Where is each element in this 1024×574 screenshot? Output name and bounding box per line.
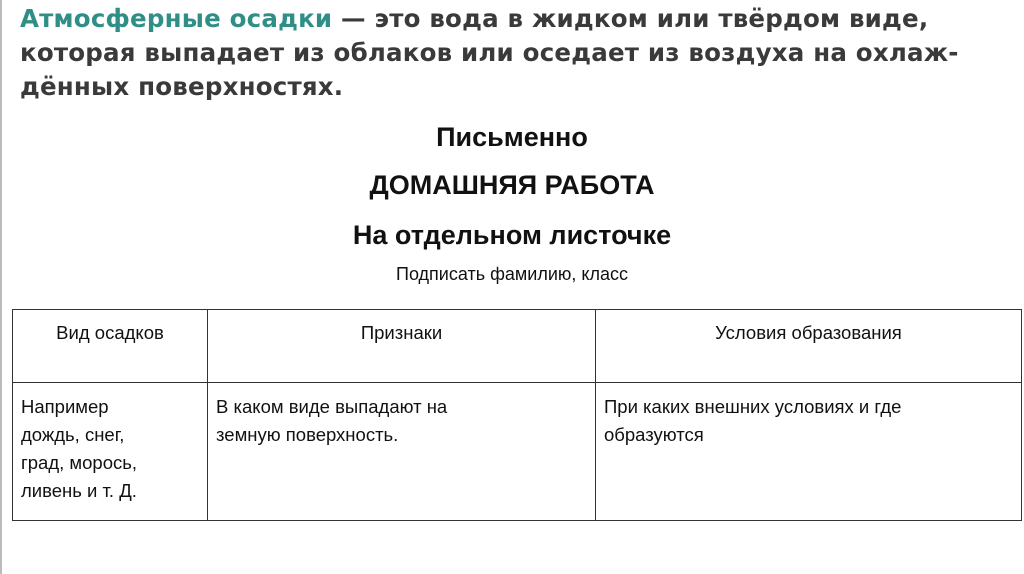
heading-written: Письменно: [436, 122, 588, 152]
definition-line-1: [20, 2, 1010, 36]
cell-line: дождь, снег,: [21, 424, 125, 445]
definition-term: Атмосферные осадки: [20, 4, 333, 33]
definition-paragraph: [20, 2, 1010, 104]
cell-line: ливень и т. Д.: [21, 480, 137, 501]
heading-sign-name: Подписать фамилию, класс: [396, 264, 628, 284]
table-row: [13, 383, 1022, 521]
cell-features-hint: [208, 383, 596, 521]
cell-line: образуются: [604, 424, 704, 445]
definition-line-3: дённых поверхностях.: [20, 72, 344, 101]
cell-line: В каком виде выпадают на: [216, 396, 448, 417]
definition-text-1: — это вода в жидком или твёрдом виде,: [332, 4, 929, 33]
header-precipitation-type: Вид осадков: [13, 310, 208, 383]
cell-precipitation-examples: [13, 383, 208, 521]
heading-separate-sheet: На отдельном листочке: [352, 220, 672, 250]
homework-table: [12, 309, 1022, 521]
slide-left-edge: [0, 0, 2, 574]
table-header-row: [13, 310, 1022, 383]
cell-line: Например: [21, 396, 109, 417]
header-features: Признаки: [208, 310, 596, 383]
cell-conditions-hint: [596, 383, 1022, 521]
definition-line-2: которая выпадает из облаков или оседает из воздуха на охлаж-: [20, 38, 959, 67]
heading-homework: ДОМАШНЯЯ РАБОТА: [369, 170, 655, 200]
header-formation-conditions: Условия образования: [596, 310, 1022, 383]
cell-line: град, морось,: [21, 452, 138, 473]
cell-line: При каких внешних условиях и где: [604, 396, 902, 417]
cell-line: земную поверхность.: [216, 424, 399, 445]
